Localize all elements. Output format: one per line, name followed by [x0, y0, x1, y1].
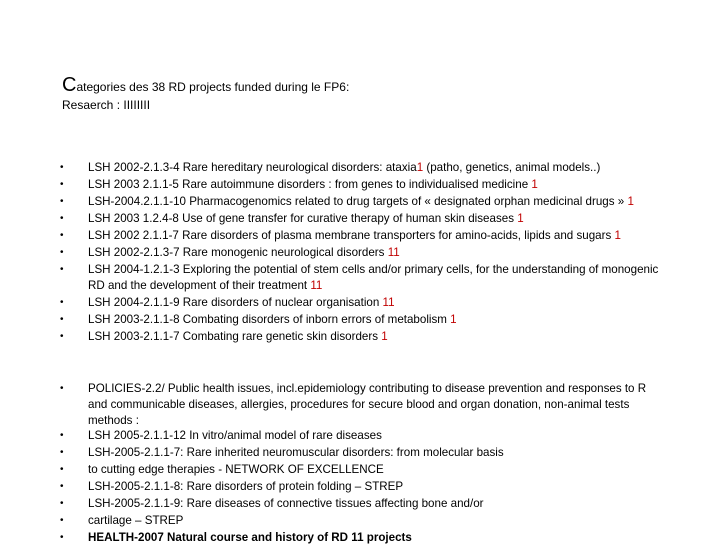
project-count: 1: [517, 212, 524, 225]
project-description: to cutting edge therapies - NETWORK OF EXCELLENCE: [88, 463, 384, 476]
list-item-text: [88, 329, 668, 345]
list-item-text: [88, 445, 668, 461]
list-item-text: [88, 428, 668, 444]
bullet-marker: •: [60, 447, 64, 458]
bullet-marker: •: [60, 162, 64, 173]
bullet-marker: •: [60, 247, 64, 258]
list-item-text: [88, 228, 668, 244]
project-description: LSH 2003 2.1.1-5 Rare autoimmune disorders : from genes to individualised medicine: [88, 178, 532, 191]
list-item-text: [88, 245, 668, 261]
list-item-text: [88, 194, 668, 210]
list-item-text: [88, 177, 668, 193]
project-description: LSH 2002 2.1.1-7 Rare disorders of plasma membrane transporters for amino-acids, lipids and sugars: [88, 229, 615, 242]
bullet-marker: •: [60, 532, 64, 543]
project-description-tail: (patho, genetics, animal models..): [423, 161, 601, 174]
project-description: LSH 2002-2.1.3-4 Rare hereditary neurological disorders: ataxia: [88, 161, 417, 174]
list-item-text: [88, 160, 668, 176]
list-item-text: [88, 496, 668, 512]
bullet-marker: •: [60, 498, 64, 509]
project-count: 11: [387, 246, 400, 259]
bullet-marker: •: [60, 297, 64, 308]
project-description: cartilage – STREP: [88, 514, 184, 527]
bullet-marker: •: [60, 196, 64, 207]
bullet-marker: •: [60, 383, 64, 394]
bullet-marker: •: [60, 464, 64, 475]
bullet-marker: •: [60, 515, 64, 526]
project-count: 1: [531, 178, 538, 191]
bullet-marker: •: [60, 314, 64, 325]
title-rest: ategories des 38 RD projects funded during le FP6:: [76, 80, 350, 94]
bullet-marker: •: [60, 264, 64, 275]
list-item-text: [88, 513, 668, 529]
list-item-text: [88, 381, 668, 429]
project-count: 11: [310, 279, 323, 292]
project-description: LSH 2002-2.1.3-7 Rare monogenic neurological disorders: [88, 246, 388, 259]
project-description: LSH-2004.2.1.1-10 Pharmacogenomics related to drug targets of « designated orphan medicinal drugs »: [88, 195, 628, 208]
list-item-text: [88, 462, 668, 478]
project-count: 1: [450, 313, 457, 326]
project-description: LSH 2005-2.1.1-12 In vitro/animal model of rare diseases: [88, 429, 382, 442]
project-description: LSH 2003-2.1.1-7 Combating rare genetic skin disorders: [88, 330, 382, 343]
list-item-text: [88, 312, 668, 328]
page-subtitle: Resaerch : IIIIIIII: [62, 98, 151, 112]
project-description: LSH 2004-2.1.1-9 Rare disorders of nuclear organisation: [88, 296, 383, 309]
page-title: [62, 74, 349, 97]
list-item-text: [88, 211, 668, 227]
list-item-text: [88, 295, 668, 311]
list-item-text: [88, 479, 668, 495]
bullet-marker: •: [60, 481, 64, 492]
project-description: POLICIES-2.2/ Public health issues, incl.epidemiology contributing to disease prevention and responses to R and communicable diseases, allergies, procedures for secure blood and organ donation, non-animal tests methods :: [88, 382, 647, 427]
bullet-marker: •: [60, 230, 64, 241]
project-count: 1: [381, 330, 388, 343]
list-item-text: [88, 262, 668, 294]
bullet-marker: •: [60, 430, 64, 441]
project-description: HEALTH-2007 Natural course and history of RD 11 projects: [88, 531, 412, 544]
project-count: 1: [614, 229, 621, 242]
bullet-marker: •: [60, 179, 64, 190]
project-count: 1: [627, 195, 634, 208]
project-description: LSH 2003 1.2.4-8 Use of gene transfer for curative therapy of human skin diseases: [88, 212, 518, 225]
project-description: LSH-2005-2.1.1-7: Rare inherited neuromuscular disorders: from molecular basis: [88, 446, 504, 459]
bullet-marker: •: [60, 331, 64, 342]
project-count: 11: [382, 296, 395, 309]
title-initial: C: [62, 74, 77, 96]
project-description: LSH 2004-1.2.1-3 Exploring the potential of stem cells and/or primary cells, for the understanding of monogenic RD and the development of their treatment: [88, 263, 659, 292]
list-item-text: [88, 530, 668, 546]
bullet-marker: •: [60, 213, 64, 224]
project-description: LSH-2005-2.1.1-9: Rare diseases of connective tissues affecting bone and/or: [88, 497, 484, 510]
project-description: LSH-2005-2.1.1-8: Rare disorders of protein folding – STREP: [88, 480, 404, 493]
project-count: 1: [416, 161, 424, 174]
project-description: LSH 2003-2.1.1-8 Combating disorders of inborn errors of metabolism: [88, 313, 451, 326]
